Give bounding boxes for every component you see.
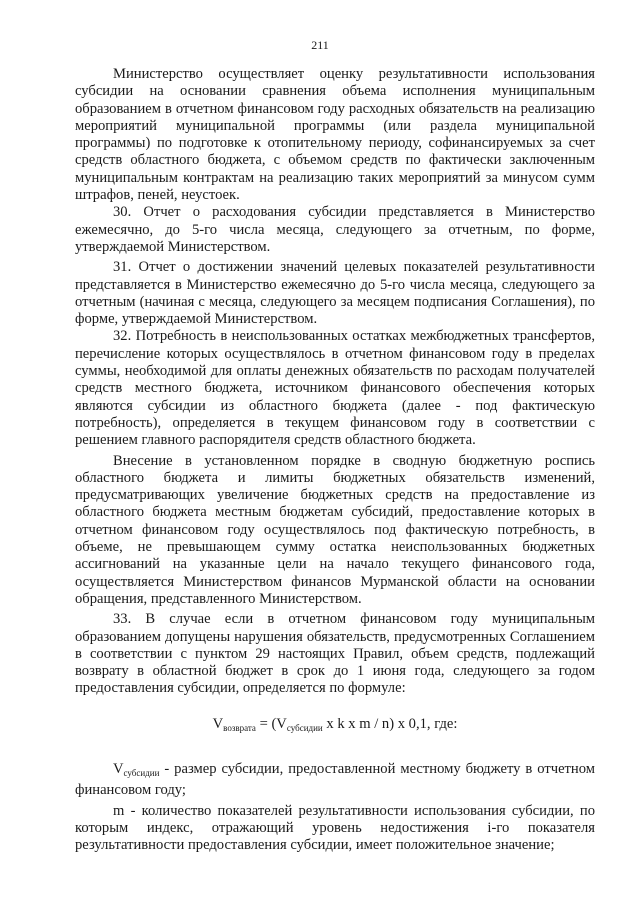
document-body bbox=[75, 66, 595, 854]
def-v-symbol: V bbox=[113, 760, 124, 777]
paragraph-33: 33. В случае если в отчетном финансовом году муниципальным образованием допущены нарушения обязательств, предусмотренных Соглашением в соответствии с пунктом 29 настоящих Правил, объем средств, подлежащий возврату в областной бюджет в срок до 1 июня года, следующего за годом предоставления субсидии, определяется по формуле: bbox=[75, 611, 595, 697]
return-formula bbox=[75, 716, 595, 737]
paragraph-budget-changes: Внесение в установленном порядке в сводную бюджетную роспись областного бюджета и лимиты бюджетных обязательств изменений, предусматривающих увеличение бюджетных средств на предоставление из областного бюджета местным бюджетам субсидий, предоставление которых в отчетном финансовом году осуществлялось под фактическую потребность, в объеме, не превышающем сумму остатка неиспользованных бюджетных ассигнований на указанные цели на начало текущего финансового года, осуществляется Министерством финансов Мурманской области на основании обращения, представленного Министерством. bbox=[75, 452, 595, 607]
paragraph-32: 32. Потребность в неиспользованных остатках межбюджетных трансфертов, перечисление которых осуществлялось в отчетном финансовом году в пределах суммы, необходимой для оплаты денежных обязательств по расходам получателей средств местного бюджета, источником финансового обеспечения которых являются субсидии из областного бюджета (далее - под фактическую потребность), определяется в текущем финансовом году в соответствии с решением главного распорядителя средств областного бюджета. bbox=[75, 328, 595, 449]
definition-m: m - количество показателей результативности использования субсидии, по которым индекс, отражающий уровень недостижения i-го показателя результативности предоставления субсидии, имеет положительное значение; bbox=[75, 802, 595, 854]
definition-v-subsidy bbox=[75, 761, 595, 800]
paragraph-31: 31. Отчет о достижении значений целевых показателей результативности представляется в Министерство ежемесячно до 5-го числа месяца, следующего за отчетным (начиная с месяца, следующего за месяцем подписания Соглашения), по форме, утверждаемой Министерством. bbox=[75, 259, 595, 328]
paragraph-30: 30. Отчет о расходования субсидии представляется в Министерство ежемесячно, до 5-го числа месяца, следующего за отчетным, по форме, утверждаемой Министерством. bbox=[75, 204, 595, 255]
formula-mid: = (V bbox=[255, 715, 287, 732]
formula-rhs: x k x m / n) x 0,1, где: bbox=[322, 715, 458, 732]
def-v-sub: субсидии bbox=[123, 767, 160, 778]
formula-lhs: V bbox=[212, 715, 224, 732]
page-number: 211 bbox=[311, 38, 329, 52]
def-v-text: - размер субсидии, предоставленной местному бюджету в отчетном финансовом году; bbox=[75, 760, 595, 799]
formula-lhs-sub: возврата bbox=[223, 722, 256, 733]
paragraph-evaluation: Министерство осуществляет оценку результативности использования субсидии на основании сравнения объема исполнения муниципальным образованием в отчетном финансовом году расходных обязательств на реализацию мероприятий муниципальной программы (или раздела муниципальной программы) по подготовке к отопительному периоду, софинансируемых за счет средств областного бюджета, с объемом средств по фактически заключенным муниципальным контрактам на реализацию таких мероприятий за минусом сумм штрафов, пеней, неустоек. bbox=[75, 66, 595, 204]
formula-mid-sub: субсидии bbox=[286, 722, 323, 733]
